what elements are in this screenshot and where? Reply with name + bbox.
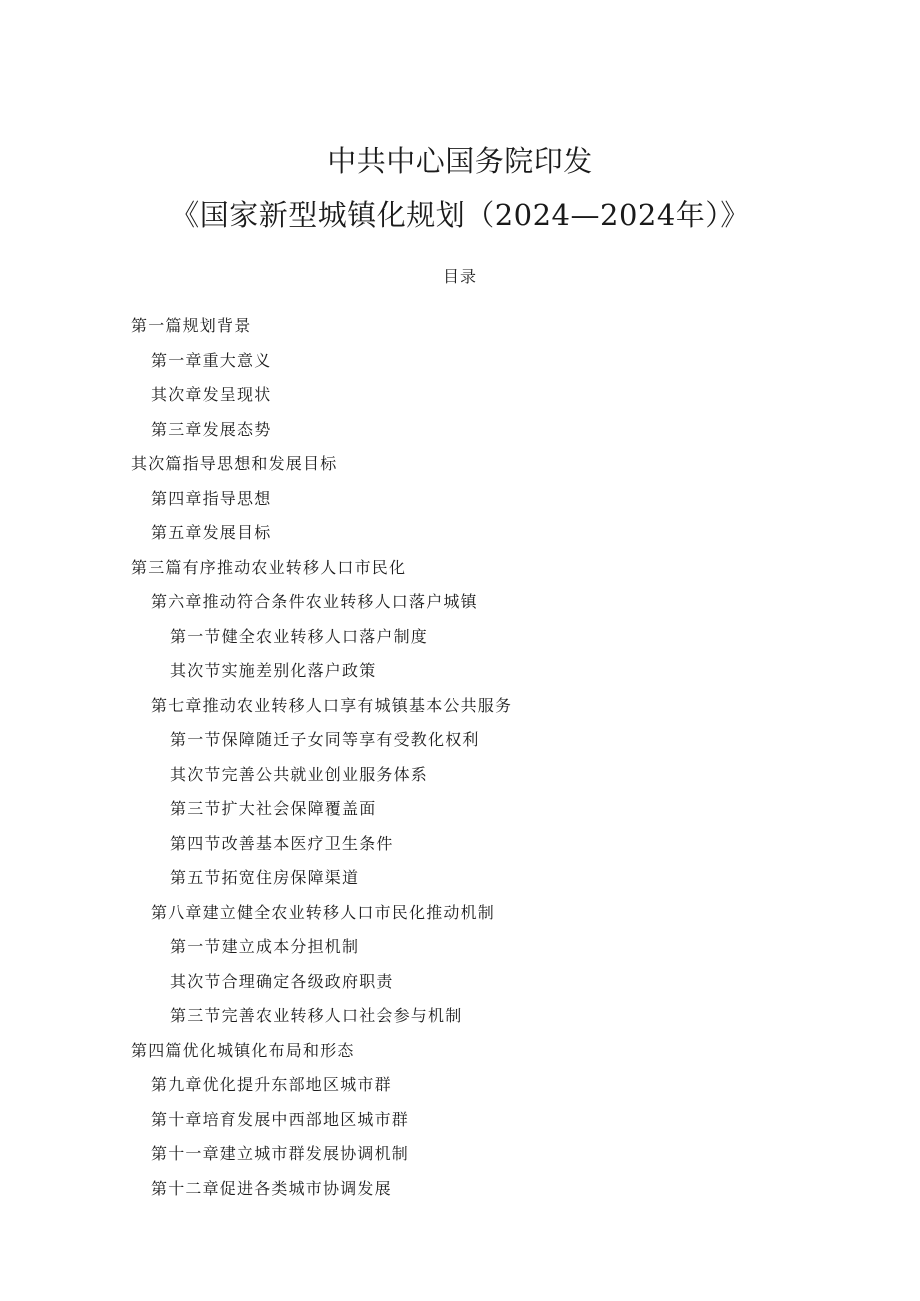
toc-section-entry: 其次节完善公共就业创业服务体系 bbox=[170, 764, 429, 784]
toc-section-entry: 第一节保障随迁子女同等享有受教化权利 bbox=[170, 730, 480, 749]
document-title-line-2: 《国家新型城镇化规划（2024—2024年）》 bbox=[170, 198, 750, 232]
toc-section-entry: 第四节改善基本医疗卫生条件 bbox=[170, 833, 394, 853]
toc-section-entry: 第五节拓宽住房保障渠道 bbox=[170, 868, 360, 887]
toc-part-entry: 其次篇指导思想和发展目标 bbox=[131, 454, 338, 473]
toc-part-entry: 第三篇有序推动农业转移人口市民化 bbox=[131, 557, 407, 577]
toc-heading: 目录 bbox=[442, 267, 477, 286]
toc-section-entry: 第一节建立成本分担机制 bbox=[170, 937, 360, 956]
toc-section-entry: 第一节健全农业转移人口落户制度 bbox=[170, 626, 429, 646]
toc-section-entry: 第三节完善农业转移人口社会参与机制 bbox=[170, 1006, 463, 1025]
toc-chapter-entry: 第三章发展态势 bbox=[151, 419, 272, 439]
toc-part-entry: 第四篇优化城镇化布局和形态 bbox=[131, 1040, 355, 1060]
toc-chapter-entry: 第十一章建立城市群发展协调机制 bbox=[151, 1144, 410, 1163]
toc-part-entry: 第一篇规划背景 bbox=[131, 316, 252, 335]
toc-chapter-entry: 第十二章促进各类城市协调发展 bbox=[151, 1178, 392, 1198]
toc-chapter-entry: 第四章指导思想 bbox=[151, 488, 272, 508]
toc-chapter-entry: 第五章发展目标 bbox=[151, 523, 272, 542]
document-title-line-1: 中共中心国务院印发 bbox=[327, 144, 593, 178]
toc-chapter-entry: 第六章推动符合条件农业转移人口落户城镇 bbox=[151, 592, 478, 611]
toc-chapter-entry: 第八章建立健全农业转移人口市民化推动机制 bbox=[151, 902, 496, 922]
toc-chapter-entry: 第十章培育发展中西部地区城市群 bbox=[151, 1109, 410, 1129]
toc-section-entry: 第三节扩大社会保障覆盖面 bbox=[170, 799, 377, 818]
table-of-contents bbox=[131, 314, 512, 1211]
toc-section-entry: 其次节实施差别化落户政策 bbox=[170, 661, 377, 680]
toc-chapter-entry: 第七章推动农业转移人口享有城镇基本公共服务 bbox=[151, 695, 513, 715]
toc-section-entry: 其次节合理确定各级政府职责 bbox=[170, 971, 394, 991]
toc-chapter-entry: 其次章发呈现状 bbox=[151, 385, 272, 404]
toc-chapter-entry: 第九章优化提升东部地区城市群 bbox=[151, 1075, 392, 1094]
toc-chapter-entry: 第一章重大意义 bbox=[151, 350, 272, 370]
